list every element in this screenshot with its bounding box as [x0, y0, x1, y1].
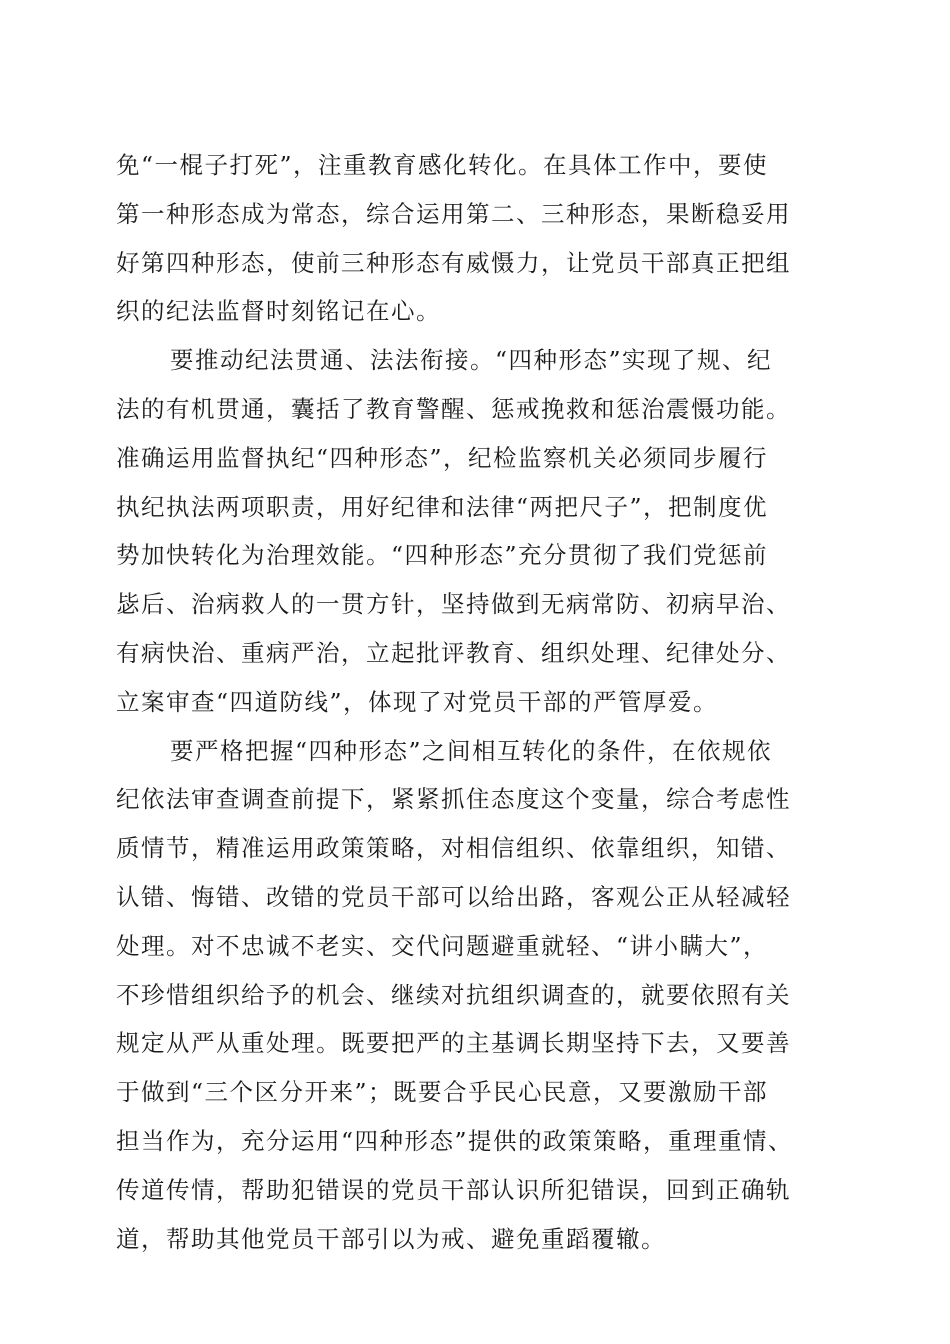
text-line: 毖后、治病救人的一贯方针，坚持做到无病常防、初病早治、 [116, 590, 791, 619]
text-line: 准确运用监督执纪“四种形态”，纪检监察机关必须同步履行 [116, 443, 769, 472]
text-line: 认错、悔错、改错的党员干部可以给出路，客观公正从轻减轻 [116, 882, 791, 911]
paragraph-first-line: 要严格把握“四种形态”之间相互转化的条件，在依规依 [170, 736, 773, 765]
text-line: 规定从严从重处理。既要把严的主基调长期坚持下去，又要善 [116, 1029, 791, 1058]
text-line: 处理。对不忠诚不老实、交代问题避重就轻、“讲小瞒大”， [116, 931, 769, 960]
text-line: 于做到“三个区分开来”；既要合乎民心民意，又要激励干部 [116, 1078, 769, 1107]
text-line: 免“一棍子打死”，注重教育感化转化。在具体工作中，要使 [116, 151, 769, 179]
text-line: 纪依法审查调查前提下，紧紧抓住态度这个变量，综合考虑性 [116, 785, 791, 814]
text-line: 传道传情，帮助犯错误的党员干部认识所犯错误，回到正确轨 [116, 1175, 791, 1204]
text-line: 有病快治、重病严治，立起批评教育、组织处理、纪律处分、 [116, 638, 791, 667]
text-line: 执纪执法两项职责，用好纪律和法律“两把尺子”，把制度优 [116, 492, 769, 521]
text-line: 好第四种形态，使前三种形态有威慑力，让党员干部真正把组 [116, 248, 791, 277]
text-line: 第一种形态成为常态，综合运用第二、三种形态，果断稳妥用 [116, 199, 791, 228]
text-line: 势加快转化为治理效能。“四种形态”充分贯彻了我们党惩前 [116, 541, 769, 570]
text-line: 不珍惜组织给予的机会、继续对抗组织调查的，就要依照有关 [116, 980, 791, 1009]
text-line: 道，帮助其他党员干部引以为戒、避免重蹈覆辙。 [116, 1224, 666, 1253]
text-line: 质情节，精准运用政策策略，对相信组织、依靠组织，知错、 [116, 834, 791, 863]
paragraph-first-line: 要推动纪法贯通、法法衔接。“四种形态”实现了规、纪 [170, 346, 773, 375]
text-line: 织的纪法监督时刻铭记在心。 [116, 297, 441, 326]
text-line: 担当作为，充分运用“四种形态”提供的政策策略，重理重情、 [116, 1126, 794, 1155]
text-line: 法的有机贯通，囊括了教育警醒、惩戒挽救和惩治震慑功能。 [116, 394, 791, 423]
text-line: 立案审查“四道防线”，体现了对党员干部的严管厚爱。 [116, 687, 719, 716]
body-text [116, 141, 836, 1263]
